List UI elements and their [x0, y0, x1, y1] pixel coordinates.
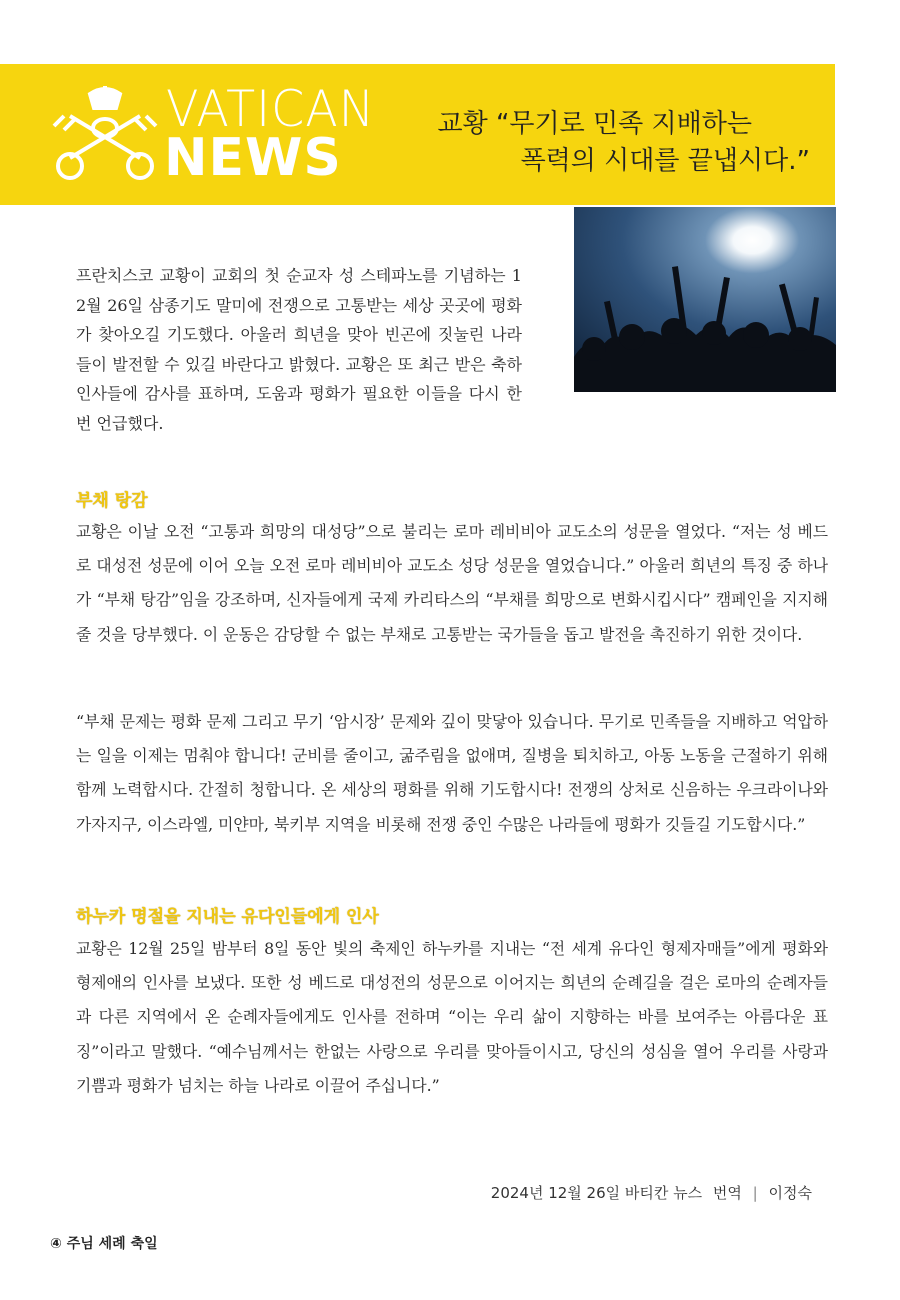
credit-translator: 이정숙 [768, 1184, 812, 1202]
header-banner [0, 64, 835, 205]
logo-news: NEWS [164, 128, 342, 188]
section-title-debt-relief: 부채 탕감 [76, 491, 148, 511]
section-2-paragraph-1: 교황은 12월 25일 밤부터 8일 동안 빛의 축제인 하누카를 지내는 “전 세계 유다인 형제자매들”에게 평화와 형제애의 인사를 보냈다. 또한 성 베드로 대성전의 성문으로 이어지는 희년의 순례길을 걸은 로마의 순례자들과 다른 지역에서 온 순례자들에게도 인사를 전하며 “이는 우리 삶이 지향하는 바를 보여주는 아름다운 표징”이라고 말했다. “예수님께서는 한없는 사랑으로 우리를 맞아들이시고, 당신의 성심을 열어 우리를 사랑과 기쁨과 평화가 넘치는 하늘 나라로 이끌어 주십니다.” [76, 939, 828, 1095]
credit-date-source: 2024년 12월 26일 바티칸 뉴스 [490, 1184, 703, 1202]
credit-separator: | [752, 1184, 758, 1202]
section-1-paragraph-1: 교황은 이날 오전 “고통과 희망의 대성당”으로 불리는 로마 레비비아 교도소의 성문을 열었다. “저는 성 베드로 대성전 성문에 이어 오늘 오전 로마 레비비아 교도소 성당 성문을 열었습니다.” 아울러 희년의 특징 중 하나가 “부채 탕감”임을 강조하며, 신자들에게 국제 카리타스의 “부채를 희망으로 변화시킵시다” 캠페인을 지지해 줄 것을 당부했다. 이 운동은 감당할 수 없는 부채로 고통받는 국가들을 돕고 발전을 촉진하기 위한 것이다. [76, 522, 828, 644]
article-credit [491, 1182, 812, 1203]
headline-line2: 폭력의 시대를 끝냅시다.” [520, 146, 810, 176]
logo-vatican: VATICAN [166, 80, 376, 138]
section-1-paragraph-2: “부채 문제는 평화 문제 그리고 무기 ‘암시장’ 문제와 깊이 맞닿아 있습니다. 무기로 민족들을 지배하고 억압하는 일을 이제는 멈춰야 합니다! 군비를 줄이고, 굶주림을 없애며, 질병을 퇴치하고, 아동 노동을 근절하기 위해 함께 노력합시다. 간절히 청합니다. 온 세상의 평화를 위해 기도합시다! 전쟁의 상처로 신음하는 우크라이나와 가자지구, 이스라엘, 미얀마, 북키부 지역을 비롯해 전쟁 중인 수많은 나라들에 평화가 깃들길 기도합시다.” [76, 712, 828, 834]
soldiers-raising-rifles-image [574, 207, 836, 392]
headline-line1: 교황 “무기로 민족 지배하는 [437, 109, 752, 139]
credit-role: 번역 [712, 1184, 742, 1202]
vatican-keys-emblem-icon [50, 86, 160, 186]
headline [437, 106, 810, 180]
intro-paragraph: 프란치스코 교황이 교회의 첫 순교자 성 스테파노를 기념하는 12월 26일 삼종기도 말미에 전쟁으로 고통받는 세상 곳곳에 평화가 찾아오길 기도했다. 아울러 희년을 맞아 빈곤에 짓눌린 나라들이 발전할 수 있길 바란다고 밝혔다. 교황은 또 최근 받은 축하 인사들에 감사를 표하며, 도움과 평화가 필요한 이들을 다시 한번 언급했다. [76, 266, 522, 433]
section-title-hanukkah: 하누카 명절을 지내는 유다인들에게 인사 [76, 907, 379, 927]
page-footer: ④ 주님 세례 축일 [50, 1236, 158, 1252]
article-photo [574, 207, 836, 392]
